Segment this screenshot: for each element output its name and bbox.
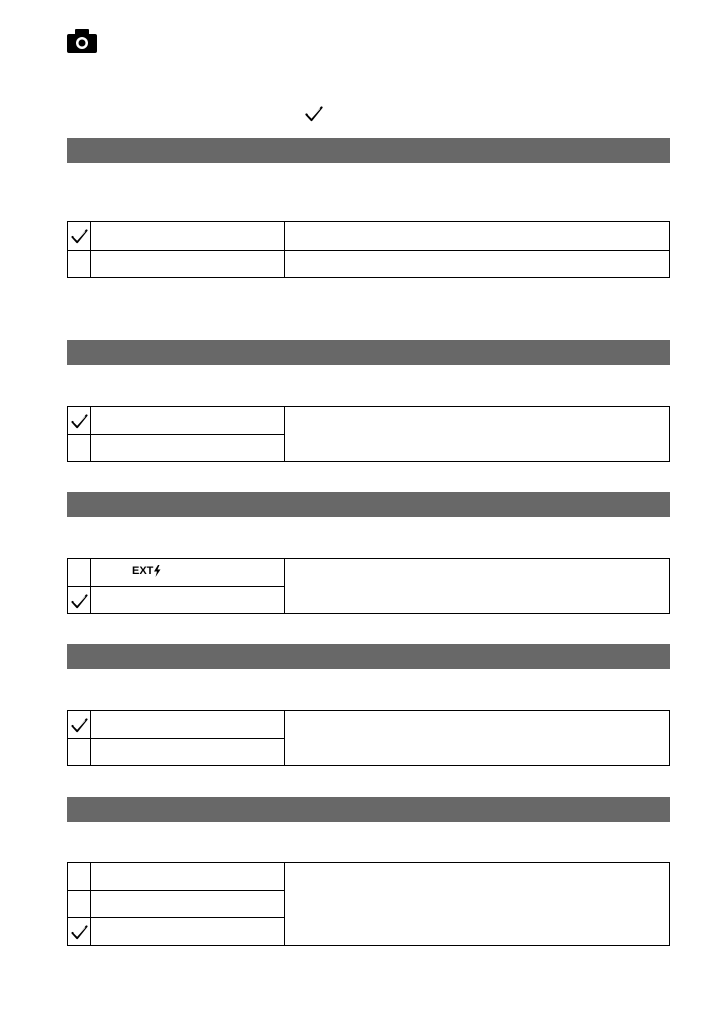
check-icon xyxy=(68,918,90,946)
check-icon xyxy=(305,106,323,122)
section-bar-3 xyxy=(67,492,670,517)
table-row[interactable] xyxy=(68,559,284,587)
column-divider xyxy=(90,222,91,277)
column-divider xyxy=(90,711,91,765)
column-divider xyxy=(284,222,285,277)
table-row[interactable] xyxy=(68,738,284,767)
column-divider xyxy=(284,407,285,461)
table-row[interactable] xyxy=(68,917,284,946)
check-icon xyxy=(68,587,90,615)
settings-table-1 xyxy=(67,221,670,278)
column-divider xyxy=(90,559,91,613)
column-divider xyxy=(90,863,91,945)
section-bar-2 xyxy=(67,340,670,365)
ext-flash-label: EXT xyxy=(132,565,154,577)
section-bar-1 xyxy=(67,138,670,163)
table-row[interactable] xyxy=(68,407,284,435)
column-divider xyxy=(284,559,285,613)
check-icon xyxy=(68,711,90,739)
table-row[interactable] xyxy=(68,222,669,250)
camera-icon xyxy=(67,29,97,53)
table-row[interactable] xyxy=(68,250,669,279)
settings-table-3 xyxy=(67,558,670,614)
settings-table-2 xyxy=(67,406,670,462)
table-row[interactable] xyxy=(68,863,284,891)
ext-flash-icon xyxy=(132,565,161,577)
column-divider xyxy=(284,711,285,765)
settings-table-5 xyxy=(67,862,670,946)
check-icon xyxy=(68,222,90,250)
flash-icon xyxy=(153,565,161,577)
section-bar-5 xyxy=(67,797,670,822)
column-divider xyxy=(284,863,285,945)
section-bar-4 xyxy=(67,644,670,669)
table-row[interactable] xyxy=(68,890,284,919)
table-row[interactable] xyxy=(68,586,284,615)
settings-table-4 xyxy=(67,710,670,766)
table-row[interactable] xyxy=(68,434,284,463)
check-icon xyxy=(68,407,90,435)
column-divider xyxy=(90,407,91,461)
table-row[interactable] xyxy=(68,711,284,739)
